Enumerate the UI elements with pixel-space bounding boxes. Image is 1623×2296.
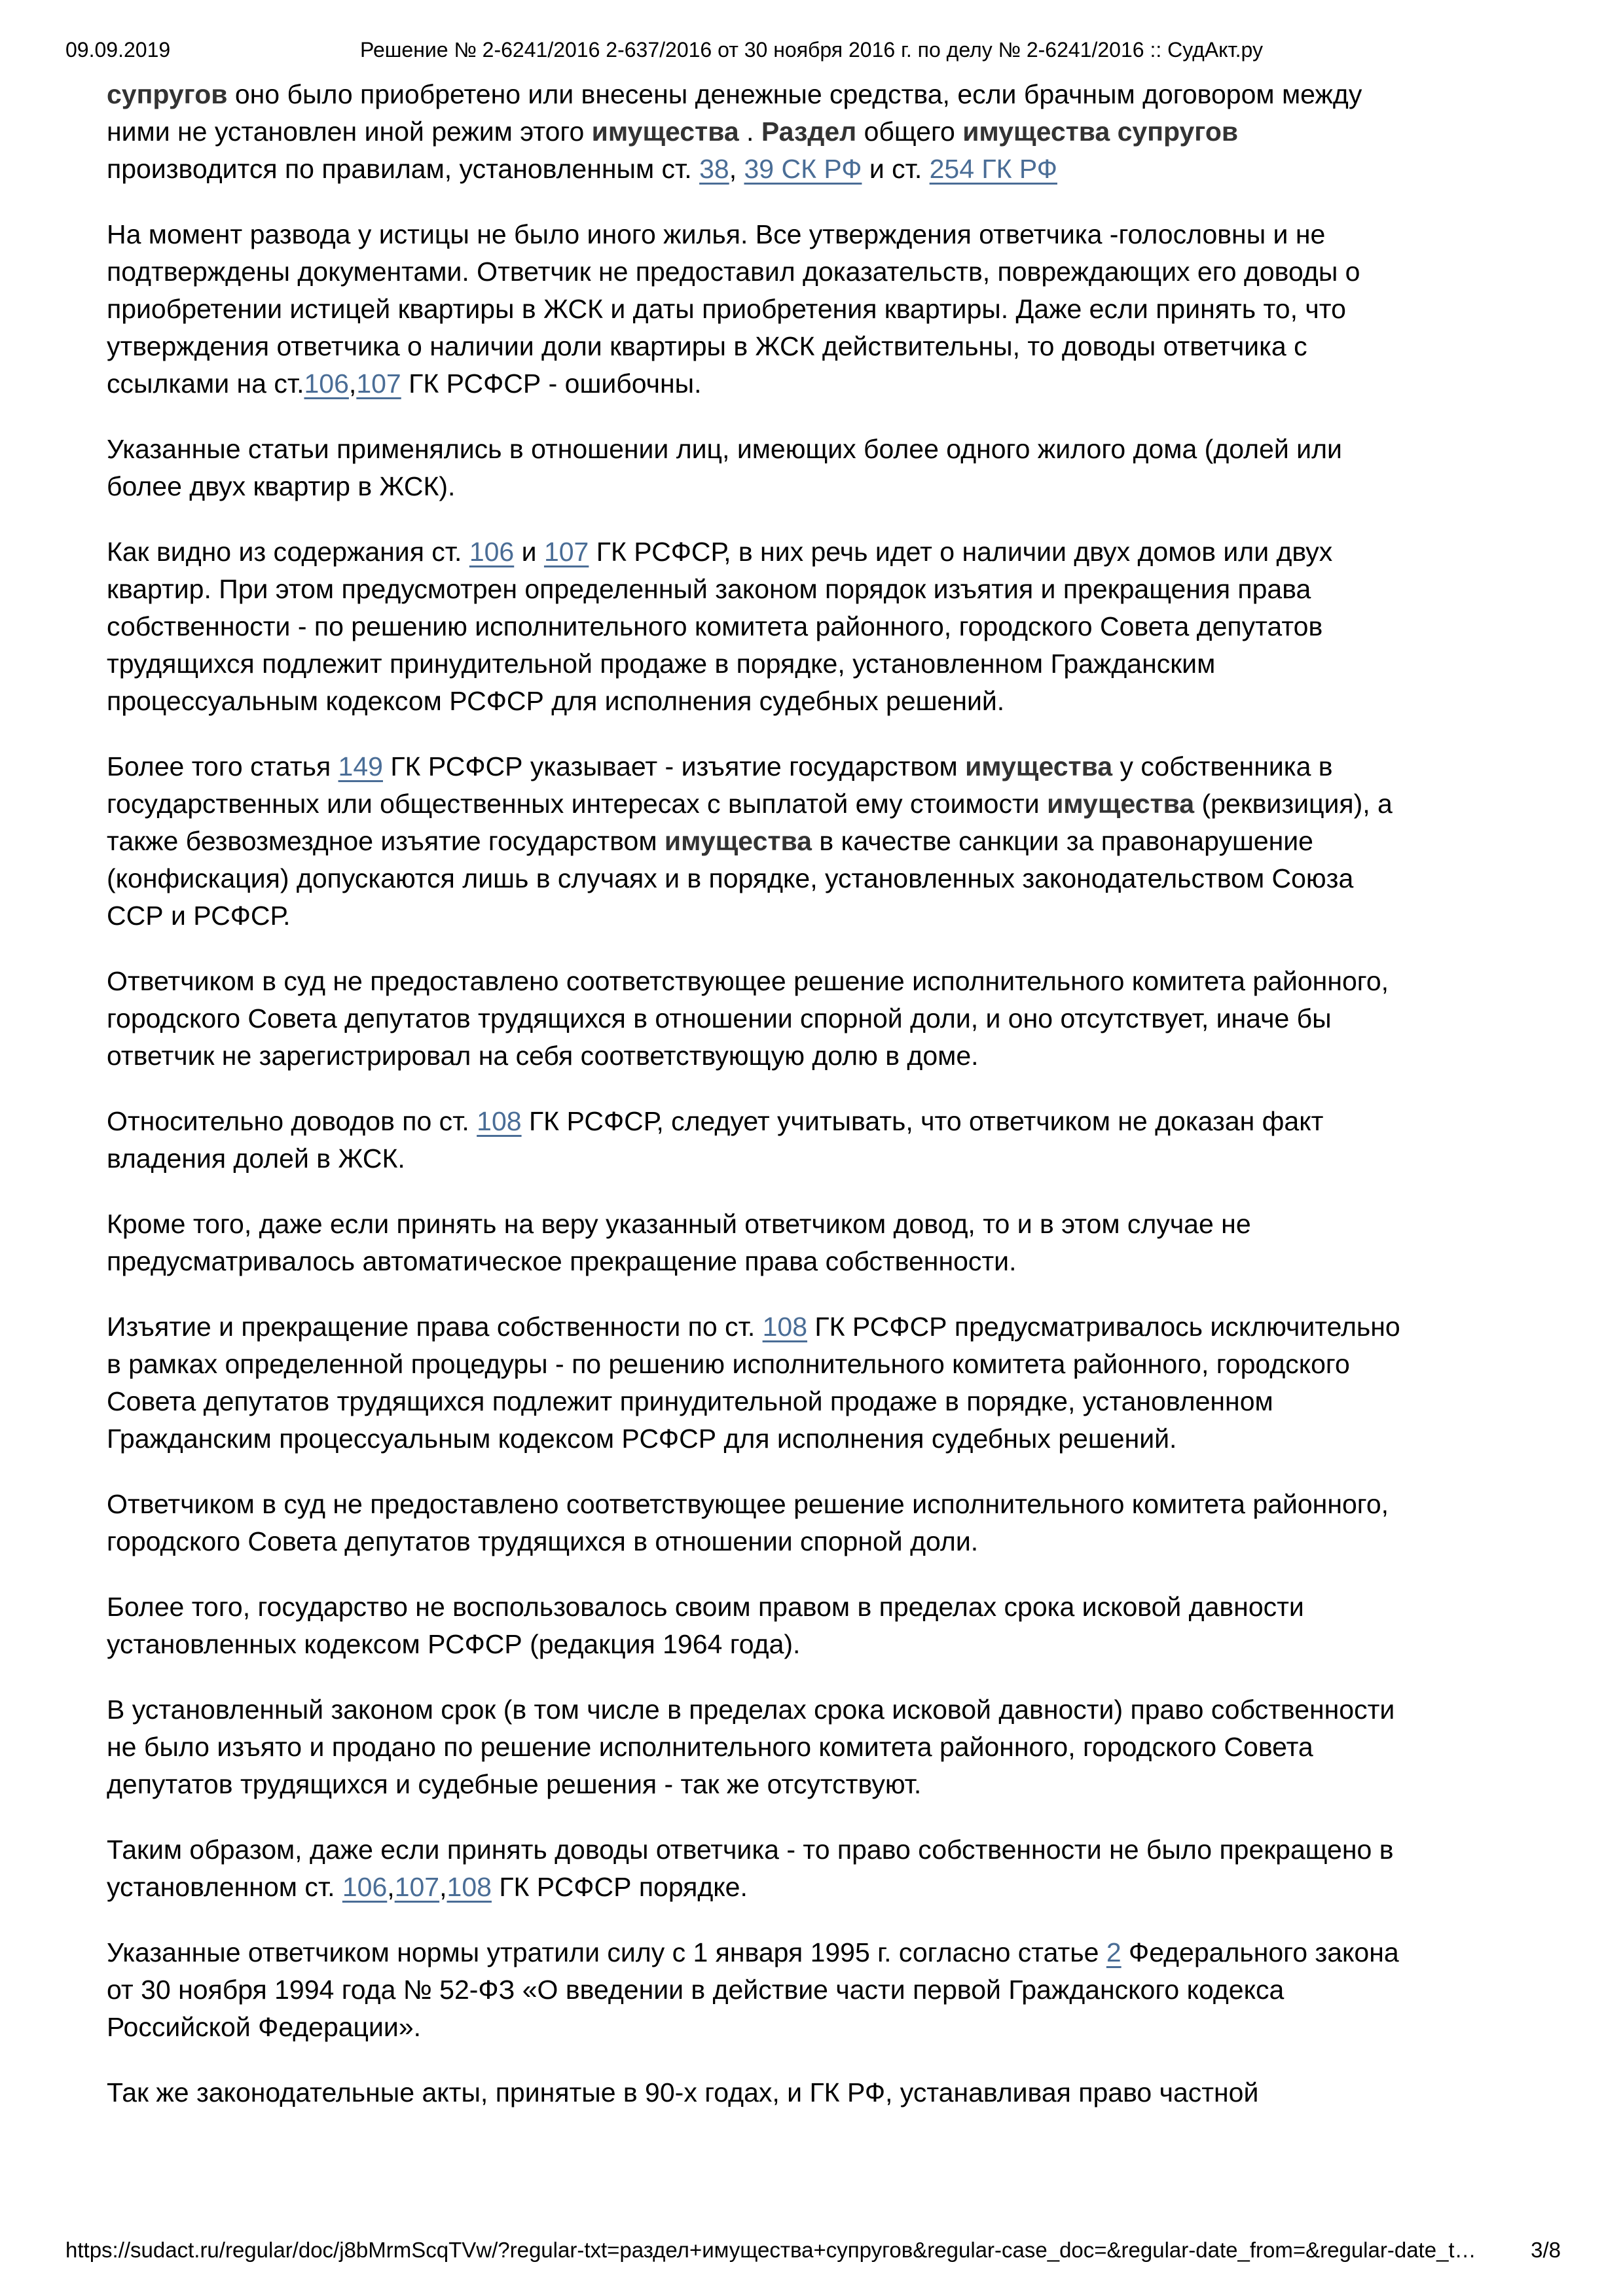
paragraph: Изъятие и прекращение права собственности по ст. 108 ГК РСФСР предусматривалось исключительно в рамках определенной процедуры - по решению исполнительного комитета районного, городского Совета депутатов трудящихся подлежит принудительной продаже в порядке, установленном Гражданским процессуальным кодексом РСФСР для исполнения судебных решений. — [107, 1312, 1400, 1454]
paragraph: Относительно доводов по ст. 108 ГК РСФСР, следует учитывать, что ответчиком не доказан факт владения долей в ЖСК. — [107, 1106, 1324, 1174]
paragraph: На момент развода у истицы не было иного жилья. Все утверждения ответчика -голословны и не подтверждены документами. Ответчик не предоставил доказательств, повреждающих его доводы о приобретении истицей квартиры в ЖСК и даты приобретения квартиры. Даже если принять то, что утверждения ответчика о наличии доли квартиры в ЖСК действительны, то доводы ответчика с ссылками на ст.106,107 ГК РСФСР - ошибочны. — [107, 219, 1360, 399]
paragraph: Более того статья 149 ГК РСФСР указывает - изъятие государством имущества у собственника в государственных или общественных интересах с выплатой ему стоимости имущества (реквизиция), а также безвозмездное изъятие государством имущества в качестве санкции за правонарушение (конфискация) допускаются лишь в случаях и в порядке, установленных законодательством Союза ССР и РСФСР. — [107, 751, 1393, 931]
statute-link[interactable]: 107 — [356, 368, 401, 399]
statute-link[interactable]: 108 — [477, 1106, 522, 1136]
statute-link[interactable]: 106 — [469, 537, 515, 567]
paragraph: Указанные ответчиком нормы утратили силу с 1 января 1995 г. согласно статье 2 Федерального закона от 30 ноября 1994 года № 52-ФЗ «О введении в действие части первой Гражданского кодекса Российской Федерации». — [107, 1937, 1399, 2042]
document-body — [107, 76, 1607, 2111]
print-date: 09.09.2019 — [65, 38, 171, 62]
paragraph: Ответчиком в суд не предоставлено соответствующее решение исполнительного комитета районного, городского Совета депутатов трудящихся в отношении спорной доли, и оно отсутствует, иначе бы ответчик не зарегистрировал на себя соответствующую долю в доме. — [107, 966, 1389, 1071]
print-header — [65, 37, 1558, 65]
statute-link[interactable]: 149 — [338, 751, 383, 781]
statute-link[interactable]: 38 — [699, 154, 729, 184]
statute-link[interactable]: 107 — [543, 537, 589, 567]
statute-link[interactable]: 254 ГК РФ — [929, 154, 1057, 184]
highlighted-term: имущества — [965, 751, 1113, 781]
statute-link[interactable]: 2 — [1106, 1937, 1122, 1967]
statute-link[interactable]: 108 — [447, 1872, 492, 1902]
paragraph: Так же законодательные акты, принятые в 90-х годах, и ГК РФ, устанавливая право частной — [107, 2077, 1259, 2108]
page-title: Решение № 2-6241/2016 2-637/2016 от 30 ноября 2016 г. по делу № 2-6241/2016 :: СудАкт.ру — [360, 38, 1263, 62]
highlighted-term: имущества — [1047, 789, 1195, 819]
statute-link[interactable]: 106 — [304, 368, 349, 399]
paragraph: супругов оно было приобретено или внесены денежные средства, если брачным договором между ними не установлен иной режим этого имущества . Раздел общего имущества супругов производится по правилам, установленным ст. 38, 39 СК РФ и ст. 254 ГК РФ — [107, 79, 1362, 184]
paragraph: Более того, государство не воспользовалось своим правом в пределах срока исковой давности установленных кодексом РСФСР (редакция 1964 года). — [107, 1592, 1304, 1659]
highlighted-term: имущества супругов — [962, 117, 1239, 147]
paragraph: Ответчиком в суд не предоставлено соответствующее решение исполнительного комитета районного, городского Совета депутатов трудящихся в отношении спорной доли. — [107, 1489, 1389, 1556]
statute-link[interactable]: 39 СК РФ — [744, 154, 862, 184]
source-url: https://sudact.ru/regular/doc/j8bMrmScqTVw/?regular-txt=раздел+имущества+супругов&regular-case_doc=&regular-date_from=&regular-date_t… — [65, 2238, 1476, 2262]
paragraph: Как видно из содержания ст. 106 и 107 ГК РСФСР, в них речь идет о наличии двух домов или двух квартир. При этом предусмотрен определенный законом порядок изъятия и прекращения права собственности - по решению исполнительного комитета районного, городского Совета депутатов трудящихся подлежит принудительной продаже в порядке, установленном Гражданским процессуальным кодексом РСФСР для исполнения судебных решений. — [107, 537, 1333, 716]
paragraph: Таким образом, даже если принять доводы ответчика - то право собственности не было прекращено в установленном ст. 106,107,108 ГК РСФСР порядке. — [107, 1835, 1394, 1902]
statute-link[interactable]: 108 — [762, 1312, 808, 1342]
highlighted-term: Раздел — [761, 117, 857, 147]
highlighted-term: имущества — [664, 826, 812, 856]
paragraph: В установленный законом срок (в том числе в пределах срока исковой давности) право собственности не было изъято и продано по решение исполнительного комитета районного, городского Совета депутатов трудящихся и судебные решения - так же отсутствуют. — [107, 1695, 1395, 1799]
print-footer — [65, 2237, 1561, 2263]
paragraph: Указанные статьи применялись в отношении лиц, имеющих более одного жилого дома (долей или более двух квартир в ЖСК). — [107, 434, 1342, 501]
paragraph: Кроме того, даже если принять на веру указанный ответчиком довод, то и в этом случае не предусматривалось автоматическое прекращение права собственности. — [107, 1209, 1251, 1276]
page-number: 3/8 — [1531, 2238, 1561, 2262]
highlighted-term: имущества — [591, 117, 739, 147]
highlighted-term: супругов — [107, 79, 228, 109]
statute-link[interactable]: 107 — [394, 1872, 440, 1902]
statute-link[interactable]: 106 — [342, 1872, 388, 1902]
